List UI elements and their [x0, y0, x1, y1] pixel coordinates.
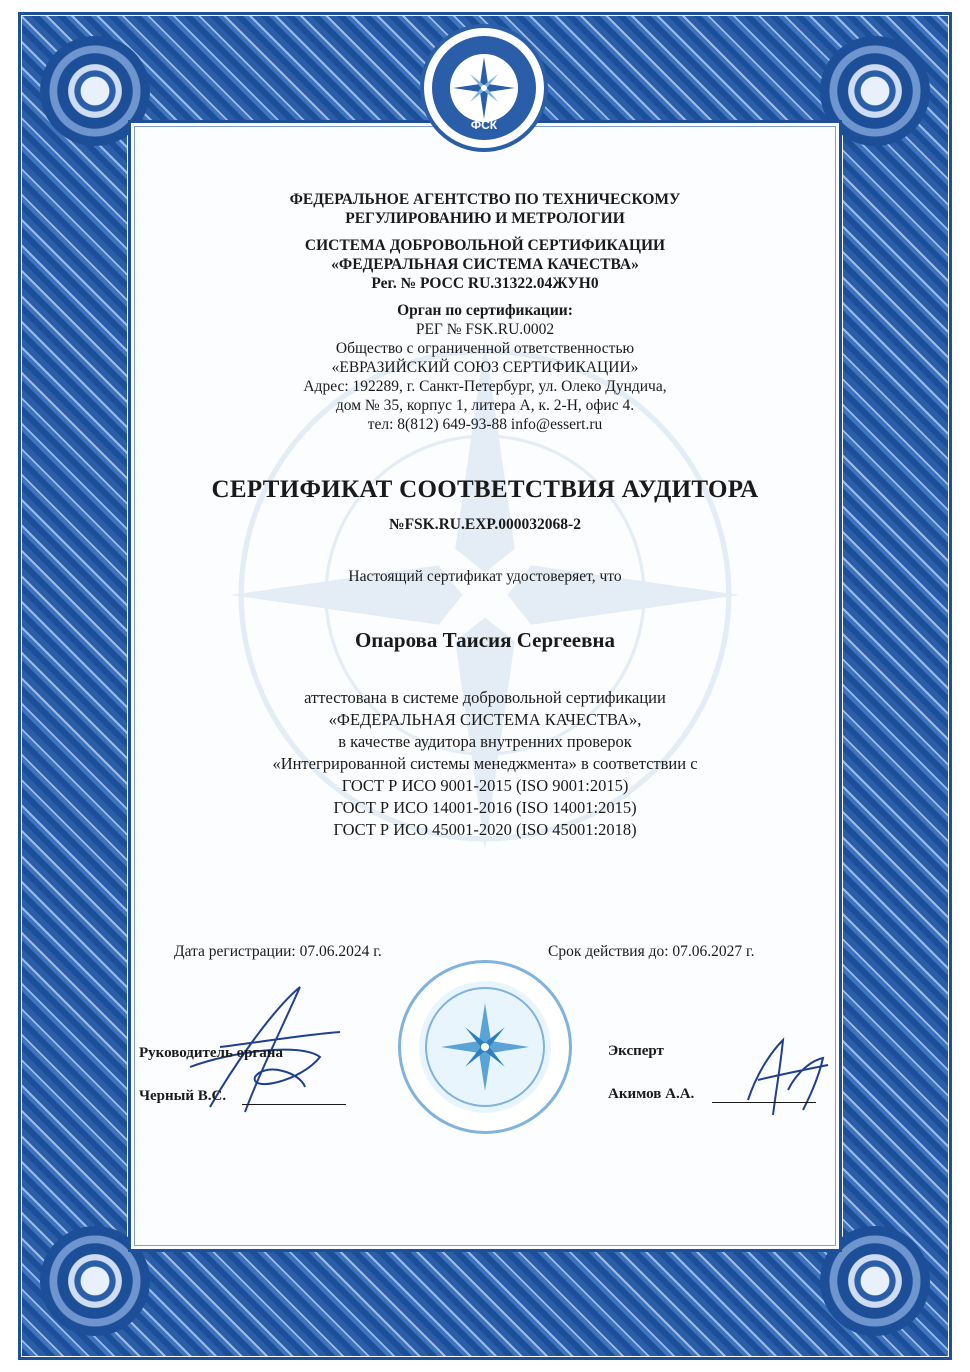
seal-compass-icon: [437, 999, 533, 1095]
certification-seal: [398, 960, 572, 1134]
compass-rose-icon: [450, 54, 518, 122]
agency-line-1: ФЕДЕРАЛЬНОЕ АГЕНТСТВО ПО ТЕХНИЧЕСКОМУ: [289, 191, 681, 208]
valid-until-date: Срок действия до: 07.06.2027 г.: [548, 943, 755, 960]
emblem-abbrev: ФСК: [470, 118, 498, 132]
grant-text: [150, 687, 820, 841]
signature-line: [242, 1104, 346, 1105]
organ-reg: РЕГ № FSK.RU.0002: [415, 321, 555, 338]
head-of-organ-label: Руководитель органа: [139, 1045, 283, 1061]
certificate-body: [150, 190, 820, 841]
head-of-organ-name: Черный В.С.: [139, 1088, 227, 1104]
grant-line: ГОСТ Р ИСО 9001-2015 (ISO 9001:2015): [341, 776, 629, 795]
grant-line: «ФЕДЕРАЛЬНАЯ СИСТЕМА КАЧЕСТВА»,: [328, 710, 642, 729]
organ-contacts: тел: 8(812) 649-93-88 info@essert.ru: [367, 416, 603, 433]
organ-name: «ЕВРАЗИЙСКИЙ СОЮЗ СЕРТИФИКАЦИИ»: [331, 359, 639, 376]
organ-address-1: Адрес: 192289, г. Санкт-Петербург, ул. Олеко Дундича,: [303, 378, 667, 395]
fsk-emblem: [420, 24, 548, 152]
organ-address-2: дом № 35, корпус 1, литера А, к. 2-Н, офис 4.: [335, 397, 635, 414]
grant-line: ГОСТ Р ИСО 45001-2020 (ISO 45001:2018): [333, 820, 637, 839]
agency-line-2: РЕГУЛИРОВАНИЮ И МЕТРОЛОГИИ: [345, 210, 625, 227]
signature-line: [712, 1102, 816, 1103]
expert-label: Эксперт: [608, 1043, 664, 1059]
expert-name: Акимов А.А.: [608, 1086, 695, 1102]
organ-label: Орган по сертификации:: [397, 302, 573, 319]
system-line-2: «ФЕДЕРАЛЬНАЯ СИСТЕМА КАЧЕСТВА»: [331, 256, 639, 273]
grant-line: «Интегрированной системы менеджмента» в соответствии с: [272, 754, 698, 773]
holder-name: Опарова Таисия Сергеевна: [354, 628, 616, 652]
registration-date: Дата регистрации: 07.06.2024 г.: [174, 943, 382, 960]
right-signature: [728, 1030, 838, 1120]
grant-line: ГОСТ Р ИСО 14001-2016 (ISO 14001:2015): [333, 798, 637, 817]
certificate-title: СЕРТИФИКАТ СООТВЕТСТВИЯ АУДИТОРА: [211, 476, 759, 503]
organ-type: Общество с ограниченной ответственностью: [335, 340, 635, 357]
grant-line: аттестована в системе добровольной сертификации: [304, 688, 666, 707]
certificate-intro: Настоящий сертификат удостоверяет, что: [348, 568, 622, 585]
grant-line: в качестве аудитора внутренних проверок: [338, 732, 632, 751]
system-line-1: СИСТЕМА ДОБРОВОЛЬНОЙ СЕРТИФИКАЦИИ: [304, 237, 666, 254]
certificate-number: №FSK.RU.EXP.000032068-2: [389, 516, 581, 533]
system-reg: Рег. № РОСС RU.31322.04ЖУН0: [371, 275, 599, 292]
